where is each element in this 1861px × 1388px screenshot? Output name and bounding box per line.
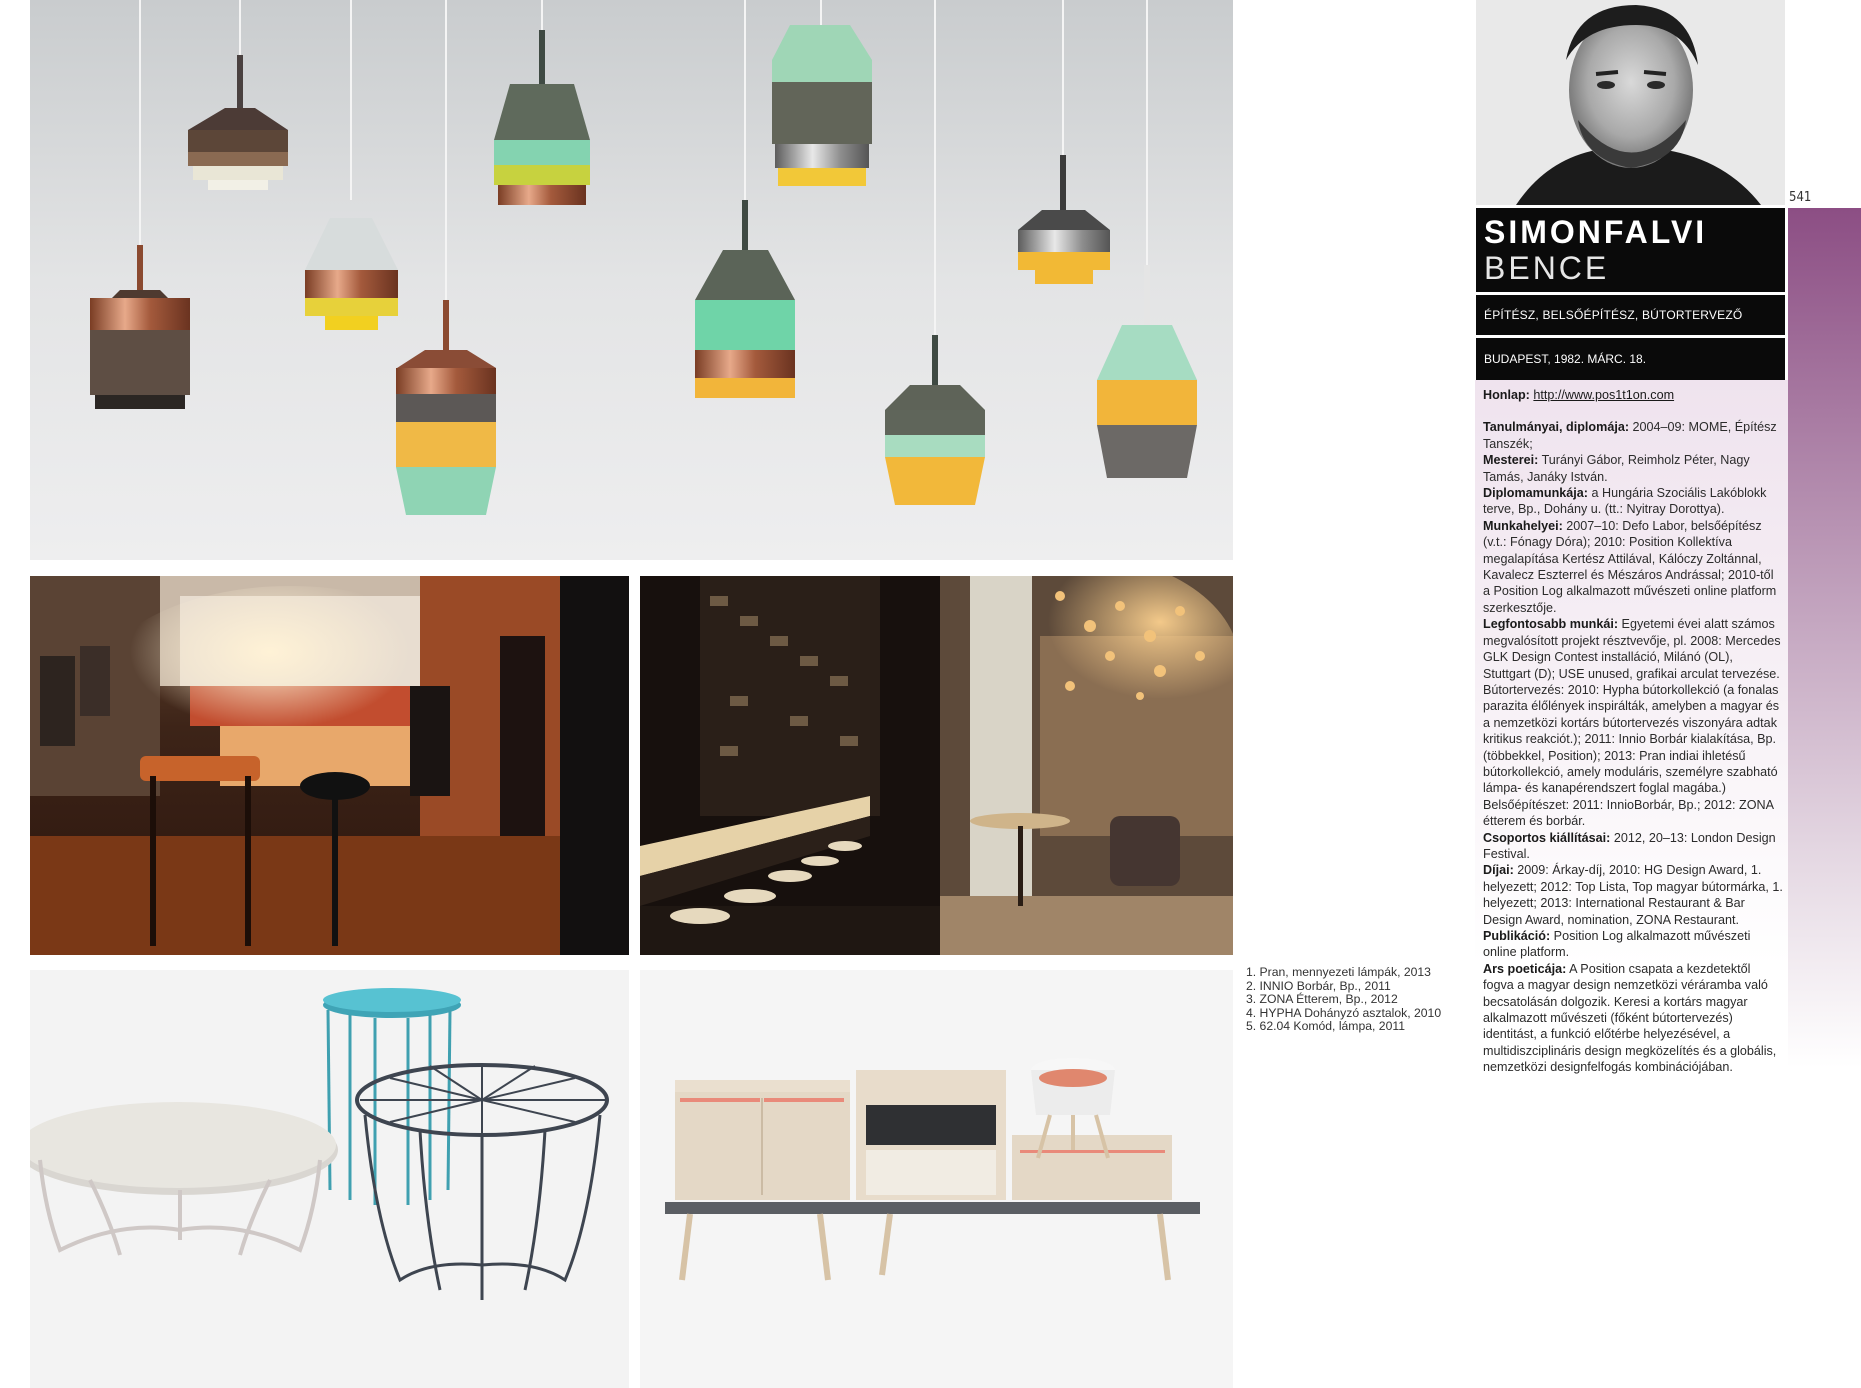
caption-5: 5. 62.04 Komód, lámpa, 2011 bbox=[1246, 1019, 1405, 1034]
bio-entry: Diplomamunkája: a Hungária Szociális Lakóblokk terve, Bp., Dohány u. (tt.: Nyitray Dorottya). bbox=[1483, 486, 1767, 517]
designer-birth: BUDAPEST, 1982. MÁRC. 18. bbox=[1476, 338, 1785, 380]
website-label: Honlap: bbox=[1483, 388, 1530, 402]
page-number: 541 bbox=[1789, 190, 1812, 205]
bio-entry: Díjai: 2009: Árkay-díj, 2010: HG Design Award, 1. helyezett; 2012: Top Lista, Top magyar bútormárka, 1. helyezett; 2013: International Restaurant & Bar Design Award, nomination, ZONA Restaurant. bbox=[1483, 863, 1783, 927]
accent-band bbox=[1788, 208, 1861, 1068]
designer-portrait-photo bbox=[1476, 0, 1785, 205]
designer-name-block bbox=[1476, 208, 1785, 292]
bio-entry: Tanulmányai, diplomája: 2004–09: MOME, Építész Tanszék; bbox=[1483, 420, 1777, 451]
commode-lamp-photo bbox=[640, 970, 1233, 1388]
bio-entry: Publikáció: Position Log alkalmazott művészeti online platform. bbox=[1483, 929, 1751, 960]
designer-role: ÉPÍTÉSZ, BELSŐÉPÍTÉSZ, BÚTORTERVEZŐ bbox=[1476, 295, 1785, 335]
caption-4: 4. HYPHA Dohányzó asztalok, 2010 bbox=[1246, 1005, 1442, 1020]
bio-text bbox=[1483, 387, 1783, 1076]
bio-entry: Munkahelyei: 2007–10: Defo Labor, belsőépítész (v.t.: Fónagy Dóra); 2010: Position Kollektíva megalapítása Kertész Attilával, Kálóczy Zoltánnal, Kavalecz Eszterrel és Mészáros Andrással; 2010-től a Position Log alkalmazott művészeti online platform szerkesztője. bbox=[1483, 518, 1777, 615]
caption-2: 2. INNIO Borbár, Bp., 2011 bbox=[1246, 978, 1391, 993]
bio-entry: Csoportos kiállításai: 2012, 20–13: London Design Festival. bbox=[1483, 830, 1776, 861]
website-line bbox=[1483, 387, 1783, 403]
hypha-tables-photo bbox=[30, 970, 629, 1388]
innio-bar-photo bbox=[30, 576, 629, 955]
zona-restaurant-photo bbox=[640, 576, 1233, 955]
designer-last-name: BENCE bbox=[1484, 250, 1610, 286]
bio-entry: Ars poeticája: A Position csapata a kezdetektől fogva a magyar design nemzetközi véráramba való becsatolásán dolgozik. Keresi a kortárs magyar alkalmazott művészeti (főként bútortervezés) identitást, a funkció előtérbe helyezésével, a multidiszciplináris design megközelítés és a globális, nemzetközi designfelfogás kombinációjában. bbox=[1483, 961, 1777, 1075]
pran-ceiling-lamps-photo bbox=[30, 0, 1233, 560]
caption-3: 3. ZONA Étterem, Bp., 2012 bbox=[1246, 992, 1398, 1007]
designer-first-name: SIMONFALVI bbox=[1484, 214, 1708, 250]
bio-entry: Legfontosabb munkái: Egyetemi évei alatt számos megvalósított projekt résztvevője, pl. 2008: Mercedes GLK Design Contest installáció, Milánó (OL), Stuttgart (D); USE unused, grafikai arculat tervezése. Bútortervezés: 2010: Hypha bútorkollekció (a fonalas parazita élőlények inspirálták, amelyben a magyar és a nemzetközi kortárs bútortervezés viszonyára adtak kritikus reakciót.); 2011: Innio Borbár kialakítása, Bp. (többekkel, Position); 2013: Pran indiai ihletésű bútorkollekció, amely moduláris, személyre szabható lámpa- és kanapérendszert foglal magába.) Belsőépítészet: 2011: InnioBorbár, Bp.; 2012: ZONA étterem és borbár. bbox=[1483, 617, 1781, 829]
image-captions bbox=[1246, 966, 1476, 1034]
website-link[interactable]: http://www.pos1t1on.com bbox=[1533, 388, 1675, 402]
caption-1: 1. Pran, mennyezeti lámpák, 2013 bbox=[1246, 965, 1431, 979]
bio-entry: Mesterei: Turányi Gábor, Reimholz Péter, Nagy Tamás, Janáky István. bbox=[1483, 453, 1750, 484]
